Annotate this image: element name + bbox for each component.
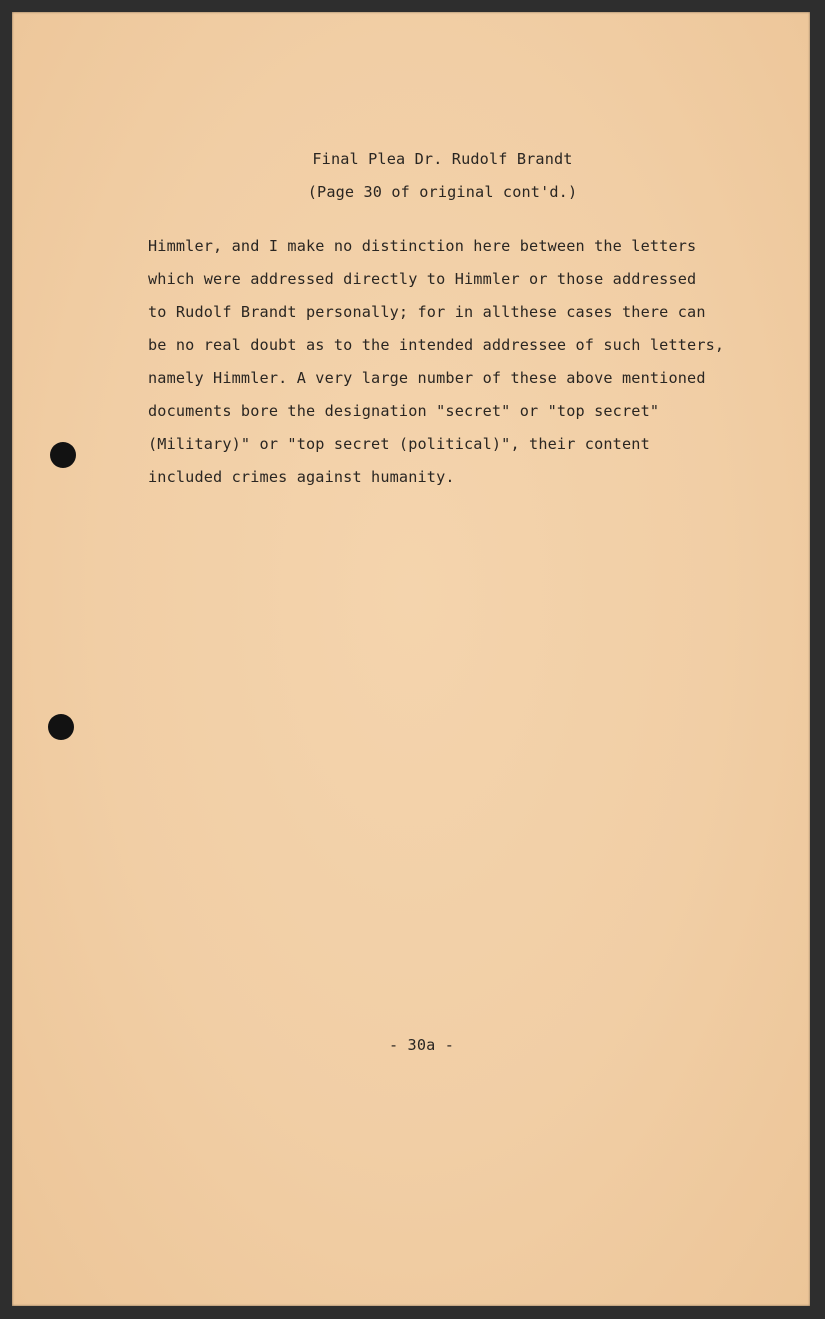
- punch-hole: [48, 714, 74, 740]
- body-line: Himmler, and I make no distinction here between the letters: [148, 237, 697, 255]
- body-line: namely Himmler. A very large number of these above mentioned: [148, 369, 706, 387]
- body-line: to Rudolf Brandt personally; for in allthese cases there can: [148, 303, 706, 321]
- body-line: (Military)" or "top secret (political)", their content: [148, 435, 650, 453]
- document-page: [12, 12, 810, 1306]
- body-line: which were addressed directly to Himmler or those addressed: [148, 270, 697, 288]
- body-line: included crimes against humanity.: [148, 468, 455, 486]
- body-line: documents bore the designation "secret" or "top secret": [148, 402, 660, 420]
- document-title: Final Plea Dr. Rudolf Brandt: [312, 150, 573, 168]
- document-body: [148, 230, 768, 494]
- body-line: be no real doubt as to the intended addressee of such letters,: [148, 336, 725, 354]
- document-subtitle: (Page 30 of original cont'd.): [307, 183, 578, 201]
- page-number: - 30a -: [388, 1036, 455, 1054]
- punch-hole: [50, 442, 76, 468]
